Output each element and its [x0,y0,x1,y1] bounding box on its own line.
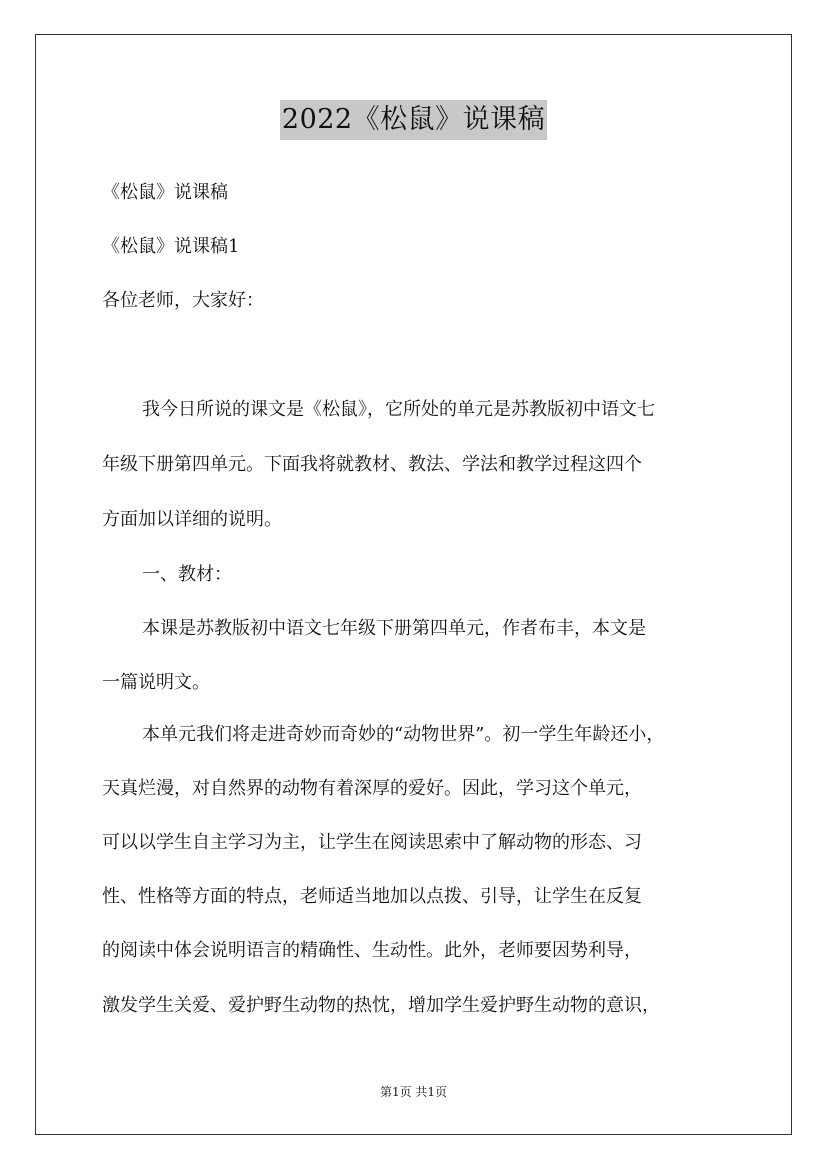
paragraph-line: 激发学生关爱、爱护野生动物的热忱，增加学生爱护野生动物的意识， [102,995,660,1016]
paragraph-line: 一篇说明文。 [102,672,210,693]
paragraph-line: 的阅读中体会说明语言的精确性、生动性。此外，老师要因势利导， [102,940,642,961]
document-title: 2022《松鼠》说课稿 [280,100,547,140]
paragraph-line: 方面加以详细的说明。 [102,509,282,530]
subtitle-line: 《松鼠》说课稿1 [102,236,240,257]
paragraph-line: 天真烂漫，对自然界的动物有着深厚的爱好。因此，学习这个单元， [102,778,642,799]
paragraph-line: 本单元我们将走进奇妙而奇妙的“动物世界”。初一学生年龄还小， [142,724,665,745]
paragraph-line: 我今日所说的课文是《松鼠》，它所处的单元是苏教版初中语文七 [142,399,655,420]
paragraph-line: 性、性格等方面的特点，老师适当地加以点拨、引导，让学生在反复 [102,886,642,907]
greeting-line: 各位老师，大家好： [102,290,264,311]
subtitle-line: 《松鼠》说课稿 [102,182,228,203]
paragraph-line: 年级下册第四单元。下面我将就教材、教法、学法和教学过程这四个 [102,454,642,475]
page-footer: 第1页 共1页 [379,1085,448,1099]
paragraph-line: 可以以学生自主学习为主，让学生在阅读思索中了解动物的形态、习 [102,832,642,853]
paragraph-line: 本课是苏教版初中语文七年级下册第四单元，作者布丰，本文是 [142,618,646,639]
section-heading: 一、教材： [142,564,232,585]
title-container [0,100,827,140]
